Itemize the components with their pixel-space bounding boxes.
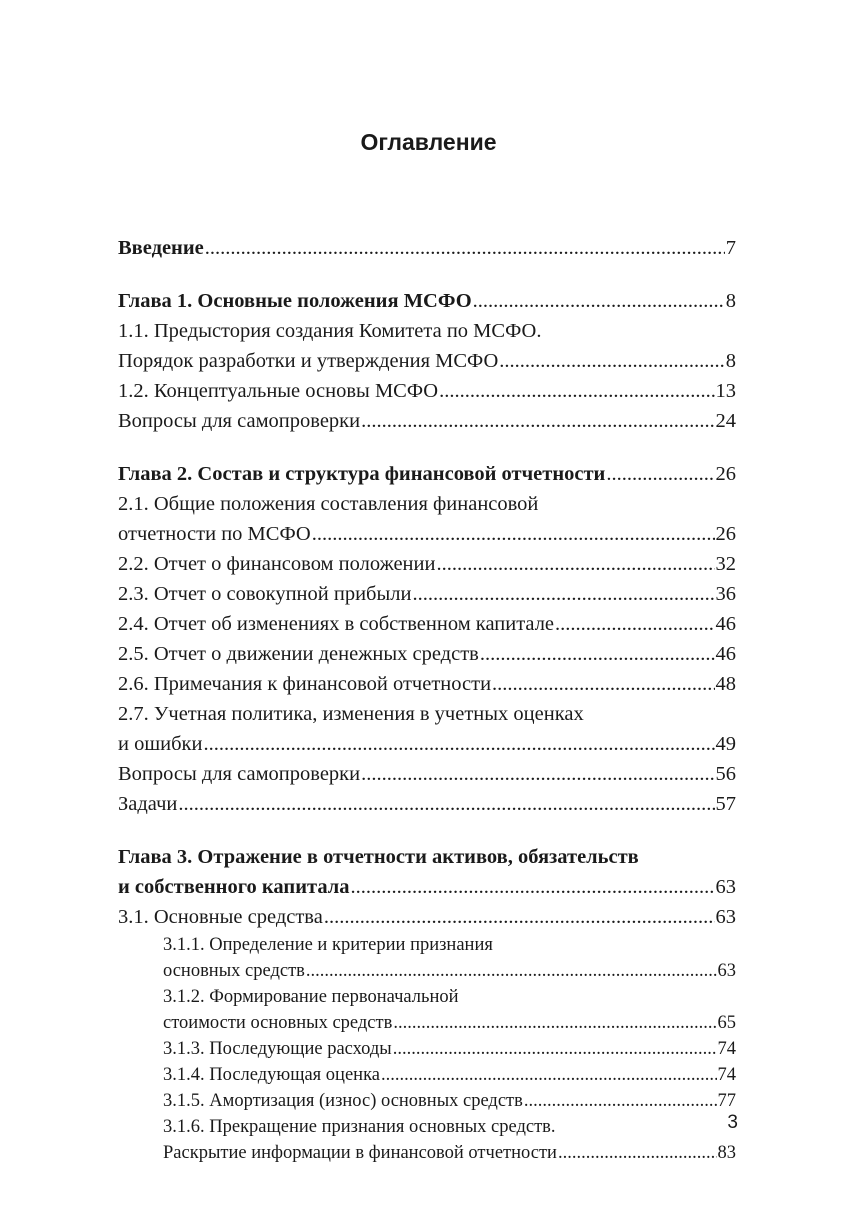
toc-page-number: 63 [717,961,736,981]
dot-leader [361,759,714,789]
toc-entry-2-1[interactable] [118,489,736,519]
toc-entry-1-1[interactable] [118,316,736,346]
dot-leader [351,872,715,902]
toc-entry-label: Глава 3. Отражение в отчетности активов, обязательств [118,846,639,868]
toc-entry-label: и собственного капитала [118,876,350,898]
dot-leader [558,1140,717,1166]
toc-entry-label: 2.6. Примечания к финансовой отчетности [118,673,492,695]
toc-entry-label: 3.1.4. Последующая оценка [163,1065,380,1085]
toc-entry-intro[interactable] [118,233,736,263]
dot-leader [436,549,714,579]
toc-entry-label: 1.1. Предыстория создания Комитета по МСФО. [118,320,542,342]
toc-entry-2-1-cont[interactable] [118,519,736,549]
dot-leader [324,902,715,932]
dot-leader [555,609,714,639]
dot-leader [473,286,725,316]
toc-page-number: 7 [725,237,736,259]
toc-entry-label: 1.2. Концептуальные основы МСФО [118,380,439,402]
toc-entry-1-questions[interactable] [118,406,736,436]
dot-leader [312,519,715,549]
toc-page-number: 56 [715,763,736,785]
toc-entry-3-1-2[interactable] [118,984,736,1010]
toc-page-number: 24 [715,410,736,432]
toc-entry-label: 2.1. Общие положения составления финансовой [118,493,539,515]
dot-leader [480,639,715,669]
dot-leader [203,729,714,759]
dot-leader [393,1010,716,1036]
toc-page-number: 83 [717,1143,736,1163]
toc-page-number: 74 [717,1039,736,1059]
dot-leader [361,406,714,436]
dot-leader [412,579,714,609]
toc-entry-label: 3.1.3. Последующие расходы [163,1039,392,1059]
toc-entry-label: 3.1.2. Формирование первоначальной [163,987,459,1007]
dot-leader [439,376,714,406]
dot-leader [205,233,725,263]
toc-entry-label: Вопросы для самопроверки [118,410,361,432]
dot-leader [393,1036,717,1062]
toc-entry-label: 2.5. Отчет о движении денежных средств [118,643,479,665]
toc-page-number: 26 [715,463,736,485]
toc-entry-1-2[interactable] [118,376,736,406]
toc-entry-label: и ошибки [118,733,203,755]
page-title: Оглавление [360,129,497,155]
toc-entry-label: отчетности по МСФО [118,523,311,545]
table-of-contents [118,233,736,1166]
toc-page-number: 8 [725,350,736,372]
toc-entry-3-1-2-cont[interactable] [118,1010,736,1036]
toc-entry-label: 2.2. Отчет о финансовом положении [118,553,436,575]
toc-entry-2-4[interactable] [118,609,736,639]
toc-entry-2-5[interactable] [118,639,736,669]
toc-entry-3-1-3[interactable] [118,1036,736,1062]
toc-page-number: 74 [717,1065,736,1085]
toc-entry-label: Порядок разработки и утверждения МСФО [118,350,499,372]
toc-entry-label: Раскрытие информации в финансовой отчетности [163,1143,557,1163]
toc-entry-2-tasks[interactable] [118,789,736,819]
toc-entry-label: стоимости основных средств [163,1013,393,1033]
toc-entry-3-1[interactable] [118,902,736,932]
toc-entry-label: 3.1.6. Прекращение признания основных средств. [163,1117,556,1137]
toc-entry-label: 3.1.1. Определение и критерии признания [163,935,493,955]
toc-page-number: 63 [715,876,736,898]
toc-page-number: 13 [715,380,736,402]
toc-entry-2-7-cont[interactable] [118,729,736,759]
toc-entry-3-1-1[interactable] [118,932,736,958]
toc-chapter-3[interactable] [118,842,736,872]
toc-entry-label: 2.3. Отчет о совокупной прибыли [118,583,412,605]
toc-entry-label: 2.4. Отчет об изменениях в собственном капитале [118,613,555,635]
toc-entry-label: Задачи [118,793,178,815]
toc-entry-3-1-6[interactable] [118,1114,736,1140]
toc-page-number: 26 [715,523,736,545]
toc-entry-3-1-5[interactable] [118,1088,736,1114]
toc-chapter-1[interactable] [118,286,736,316]
toc-entry-label: 3.1. Основные средства [118,906,323,928]
toc-chapter-2[interactable] [118,459,736,489]
page-number: 3 [727,1112,738,1133]
toc-entry-3-1-6-cont[interactable] [118,1140,736,1166]
toc-page-number: 48 [715,673,736,695]
dot-leader [524,1088,717,1114]
toc-page-number: 46 [715,613,736,635]
dot-leader [381,1062,717,1088]
toc-page-number: 65 [717,1013,736,1033]
toc-entry-3-1-1-cont[interactable] [118,958,736,984]
toc-page-number: 36 [715,583,736,605]
toc-entry-label: Глава 2. Состав и структура финансовой отчетности [118,463,606,485]
toc-entry-3-1-4[interactable] [118,1062,736,1088]
toc-page-number: 8 [725,290,736,312]
toc-page-number: 63 [715,906,736,928]
toc-entry-label: основных средств [163,961,305,981]
dot-leader [499,346,724,376]
dot-leader [306,958,717,984]
toc-entry-1-1-cont[interactable] [118,346,736,376]
toc-page-number: 77 [717,1091,736,1111]
toc-entry-2-questions[interactable] [118,759,736,789]
toc-page-number: 49 [715,733,736,755]
dot-leader [492,669,714,699]
toc-entry-2-2[interactable] [118,549,736,579]
toc-entry-2-6[interactable] [118,669,736,699]
toc-page-number: 46 [715,643,736,665]
toc-entry-label: 2.7. Учетная политика, изменения в учетных оценках [118,703,584,725]
toc-entry-label: 3.1.5. Амортизация (износ) основных средств [163,1091,523,1111]
toc-entry-2-3[interactable] [118,579,736,609]
toc-entry-label: Глава 1. Основные положения МСФО [118,290,472,312]
dot-leader [606,459,714,489]
toc-entry-label: Введение [118,237,204,259]
toc-entry-label: Вопросы для самопроверки [118,763,361,785]
toc-page-number: 57 [715,793,736,815]
toc-chapter-3-cont[interactable] [118,872,736,902]
toc-page-number: 32 [715,553,736,575]
dot-leader [178,789,714,819]
toc-entry-2-7[interactable] [118,699,736,729]
